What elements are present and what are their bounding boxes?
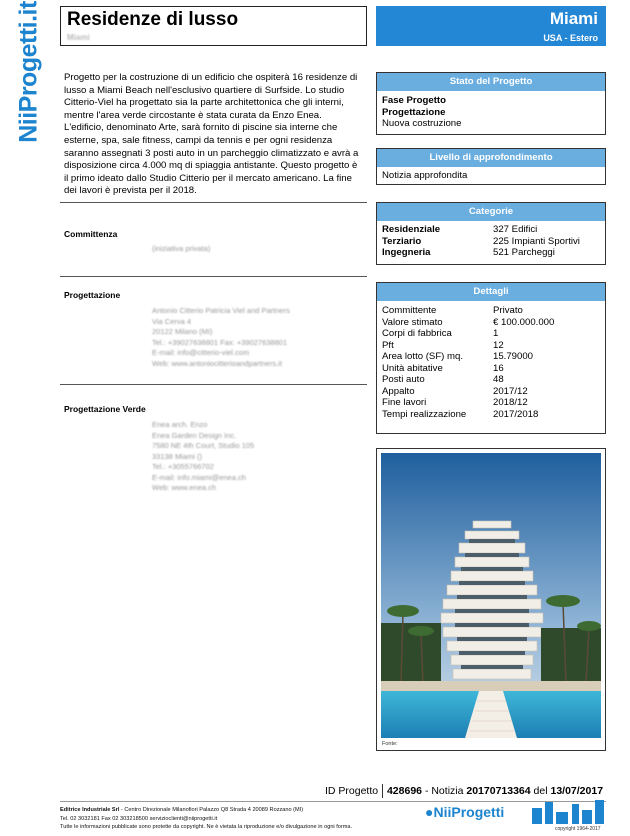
divider xyxy=(60,384,367,385)
contact-line: E-mail: info@citterio-viel.com xyxy=(152,348,250,357)
dettaglio-row xyxy=(382,351,600,363)
footer-logo xyxy=(425,804,504,820)
dettaglio-value: 15.79000 xyxy=(493,351,534,362)
city-name: Miami xyxy=(549,9,598,28)
categoria-value: 225 Impianti Sportivi xyxy=(493,235,580,247)
categoria-key: Ingegneria xyxy=(382,247,431,258)
stato-detail: Nuova costruzione xyxy=(382,118,462,129)
location-box xyxy=(376,6,606,46)
fase-label: Fase Progetto xyxy=(382,95,446,106)
dettaglio-value: 2018/12 xyxy=(493,397,528,408)
livello-value: Notizia approfondita xyxy=(382,170,468,181)
id-line xyxy=(325,784,603,798)
dettaglio-value: € 100.000.000 xyxy=(493,316,555,328)
categoria-value: 327 Edifici xyxy=(493,224,538,235)
footer-buildings-icon xyxy=(530,800,608,824)
building-rendering xyxy=(381,453,601,738)
contact-line: Tel.: +3055766702 xyxy=(152,462,214,471)
committenza-label: Committenza xyxy=(64,229,118,239)
stato-title: Stato del Progetto xyxy=(377,73,605,91)
dettaglio-key: Fine lavori xyxy=(382,397,427,408)
progettazione-label: Progettazione xyxy=(64,290,121,300)
livello-panel xyxy=(376,148,606,185)
id-prefix: ID Progetto xyxy=(325,784,379,797)
contact-line: 7580 NE 4th Court, Studio 105 xyxy=(152,441,255,450)
contact-line: 20122 Milano (MI) xyxy=(152,327,213,336)
contact-line: E-mail: info.miami@enea.ch xyxy=(152,472,246,482)
categorie-title: Categorie xyxy=(377,203,605,221)
notizia-id: 20170713364 xyxy=(466,784,531,797)
contact-line: Web: www.enea.ch xyxy=(152,483,217,492)
project-id: 428696 xyxy=(386,784,423,797)
dettaglio-value: 16 xyxy=(493,362,504,374)
progettazione-body xyxy=(152,306,290,369)
verde-label: Progettazione Verde xyxy=(64,404,146,414)
dettaglio-key: Valore stimato xyxy=(382,316,443,328)
dettaglio-key: Pft xyxy=(382,339,394,351)
dettaglio-key: Tempi realizzazione xyxy=(382,408,467,420)
brand-logo-text: NiiProgetti.it xyxy=(14,1,43,143)
categoria-value: 521 Parcheggi xyxy=(493,247,555,258)
title-box xyxy=(60,6,367,46)
dettaglio-key: Area lotto (SF) mq. xyxy=(382,351,464,362)
categoria-row xyxy=(382,224,600,236)
contact-line: Via Cerva 4 xyxy=(152,316,192,326)
copyright-notice: Tutte le informazioni pubblicate sono protette da copyright. Ne è vietata la riproduzione e/o divulgazione in ogni forma. xyxy=(60,824,353,830)
del-label: del xyxy=(530,784,551,797)
footer-logo-text: NiiProgetti xyxy=(433,804,505,820)
contact-line: Antonio Citterio Patricia Viel and Partners xyxy=(152,306,290,315)
dettaglio-row xyxy=(382,328,600,340)
contact-line: Enea arch. Enzo xyxy=(152,420,208,429)
livello-title: Livello di approfondimento xyxy=(377,149,605,167)
dettaglio-value: 12 xyxy=(493,339,504,351)
footer-divider xyxy=(60,801,606,802)
copyright: copyright 1964-2017 xyxy=(555,826,601,832)
dettaglio-key: Unità abitative xyxy=(382,362,443,374)
divider xyxy=(60,202,367,203)
stato-panel xyxy=(376,72,606,135)
dettaglio-value: 1 xyxy=(493,328,499,339)
publisher-contacts: Tel. 02 3032181 Fax 02 303218500 servizioclienti@niiprogetti.it xyxy=(60,815,218,822)
photo-credit: Fonte: xyxy=(382,741,398,747)
project-description: Progetto per la costruzione di un edificio che ospiterà 16 residenze di lusso a Miami Beach nell'esclusivo quartiere di Surfside. Lo studio Citterio-Viel ha progettato sia la parte architettonica che gli interni, mentre l'area verde circostante è stata curata da Enzo Enea. L'edificio, denominato Arte, sarà fornito di piscine sia interne che esterne, spa, sale fitness, campi da tennis e per ogni residenza saranno assegnati 3 posti auto in un parcheggio climatizzato e avrà a disposizione circa 4.000 mq di spiaggia antistante. Questo progetto è il primo ideato dallo Studio Citterio per il mercato americano. La fine dei lavori è prevista per il 2018. xyxy=(64,72,359,197)
dettaglio-row xyxy=(382,340,600,352)
dettaglio-key: Committente xyxy=(382,305,437,316)
dettaglio-row xyxy=(382,397,600,409)
dettaglio-key: Corpi di fabbrica xyxy=(382,328,452,339)
categoria-row xyxy=(382,236,600,248)
pin-icon: ● xyxy=(425,804,434,820)
brand-logo xyxy=(14,2,44,142)
dettagli-title: Dettagli xyxy=(377,283,605,301)
contact-line: 33138 Miami () xyxy=(152,451,203,461)
dettaglio-key: Appalto xyxy=(382,385,415,397)
categorie-panel xyxy=(376,202,606,265)
dettaglio-value: 2017/12 xyxy=(493,385,528,397)
footer-text xyxy=(60,806,430,832)
page-subtitle: Miami xyxy=(67,33,90,42)
contact-line: Enea Garden Design Inc. xyxy=(152,430,237,440)
dettaglio-value: 48 xyxy=(493,374,504,385)
contact-line: Tel.: +39027638801 Fax: +39027638801 xyxy=(152,337,288,347)
verde-body xyxy=(152,420,254,494)
fase-value: Progettazione xyxy=(382,106,446,118)
dettaglio-row xyxy=(382,363,600,375)
dettaglio-row xyxy=(382,374,600,386)
categoria-key: Terziario xyxy=(382,235,422,247)
dettagli-panel xyxy=(376,282,606,434)
dettaglio-row xyxy=(382,386,600,398)
publisher-address: - Centro Direzionale Milanofiori Palazzo Q8 Strada 4 20089 Rozzano (MI) xyxy=(119,807,304,813)
publisher-name: Editrice Industriale Srl xyxy=(60,807,120,813)
dettaglio-value: Privato xyxy=(493,305,523,316)
categoria-row xyxy=(382,247,600,259)
country-name: USA - Estero xyxy=(543,33,598,43)
dettaglio-key: Posti auto xyxy=(382,374,425,385)
committenza-body xyxy=(152,244,210,255)
dettaglio-value: 2017/2018 xyxy=(493,408,539,420)
dettaglio-row xyxy=(382,305,600,317)
project-photo xyxy=(376,448,606,751)
notizia-label: - Notizia xyxy=(424,784,467,797)
contact-line: (iniziativa privata) xyxy=(152,244,211,253)
notizia-date: 13/07/2017 xyxy=(550,784,604,797)
contact-line: Web: www.antoniocitterioandpartners.it xyxy=(152,358,282,368)
categoria-key: Residenziale xyxy=(382,224,441,235)
divider xyxy=(60,276,367,277)
page-title: Residenze di lusso xyxy=(67,9,239,30)
dettaglio-row xyxy=(382,409,600,421)
dettaglio-row xyxy=(382,317,600,329)
